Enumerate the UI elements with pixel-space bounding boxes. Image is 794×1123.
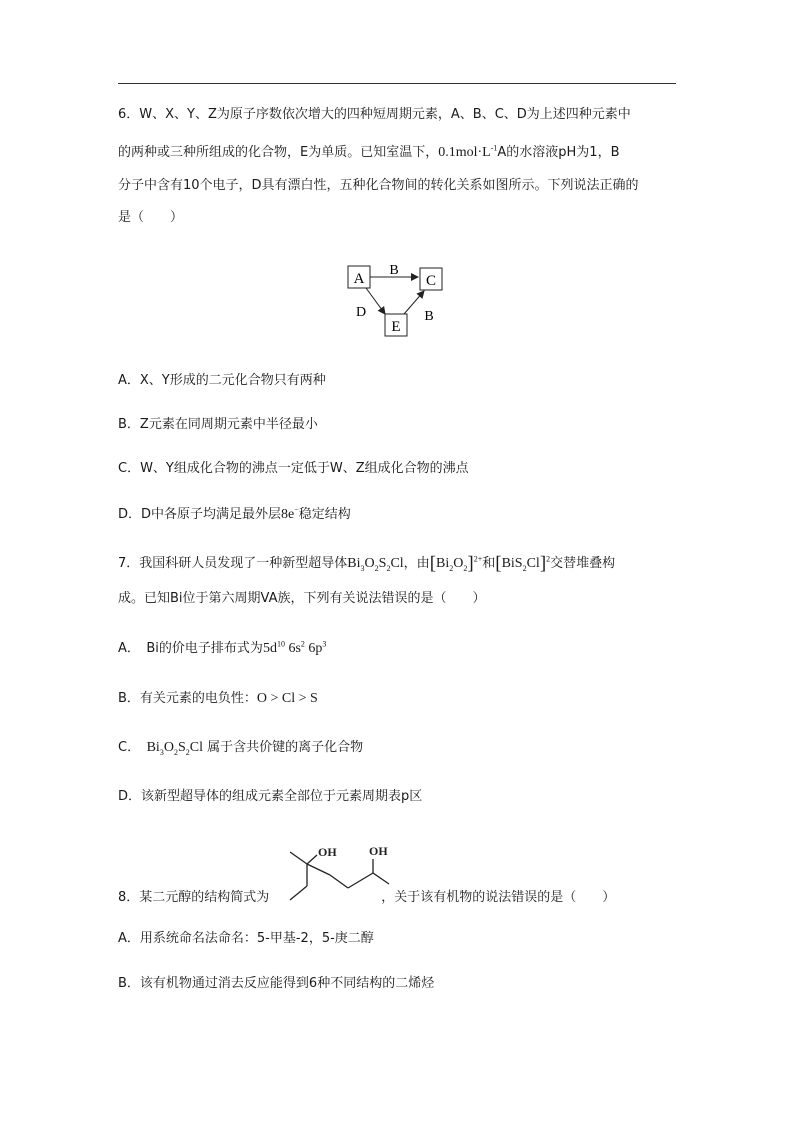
q7-stem-line-2: 成。已知Bi位于第六周期VA族，下列有关说法错误的是（ ） xyxy=(118,591,486,606)
q7-option-d: D．该新型超导体的组成元素全部位于元素周期表p区 xyxy=(118,789,423,804)
q6-option-d: D．D中各原子均满足最外层8e−稳定结构 xyxy=(118,505,351,522)
q6-option-b: B．Z元素在同周期元素中半径最小 xyxy=(118,417,318,432)
electron-config: $5d^{10}$ $6s^2$ $6p^3$ xyxy=(262,639,327,656)
q8-option-b: B．该有机物通过消去反应能得到6种不同结构的二烯烃 xyxy=(118,976,435,991)
arrow-e-to-c xyxy=(404,291,424,314)
oh-label-2: OH xyxy=(369,844,388,858)
electronegativity-order: O > Cl > S xyxy=(256,691,318,706)
q6-option-a: A．X、Y形成的二元化合物只有两种 xyxy=(118,373,326,388)
q6-stem-line-2: 的两种或三种所组成的化合物，E为单质。已知室温下，$0.1mol\cdot L^{-1}A$的水溶液pH为1，B xyxy=(118,143,620,160)
q6-option-c: C．W、Y组成化合物的沸点一定低于W、Z组成化合物的沸点 xyxy=(118,461,469,476)
q8-stem: 8．某二元醇的结构简式为 ，关于该有机物的说法错误的是（ ） xyxy=(118,890,616,905)
arrow-a-to-e xyxy=(366,288,385,314)
q6-stem-line-1: 6．W、X、Y、Z为原子序数依次增大的四种短周期元素，A、B、C、D为上述四种元素中 xyxy=(118,107,631,122)
q7-option-c: C． $Bi_3O_2S_2Cl$ 属于含共价键的离子化合物 xyxy=(118,740,364,757)
arrow-a-to-e-label: D xyxy=(355,305,367,320)
q7-option-b: B．有关元素的电负性：O > Cl > S xyxy=(118,691,318,706)
octet-text: 8e− xyxy=(281,505,299,522)
header-rule xyxy=(118,83,676,84)
q6-stem-line-3: 分子中含有10个电子，D具有漂白性，五种化合物间的转化关系如图所示。下列说法正确的 xyxy=(118,178,639,193)
q7-stem-line-1: 7．我国科研人员发现了一种新型超导体$Bi_3O_2S_2Cl$，由$[Bi_2O_2]^{2+}$和$[BiS_2Cl]^2$交替堆叠构 xyxy=(118,553,616,574)
box-e-label: E xyxy=(391,319,401,335)
formula-bi3o2s2cl: $Bi_3O_2S_2Cl$ xyxy=(347,556,404,573)
box-a-label: A xyxy=(353,271,365,287)
q6-stem-line-4: 是（ ） xyxy=(118,210,184,225)
formula-bi3o2s2cl-c: $Bi_3O_2S_2Cl$ xyxy=(146,740,203,757)
arrow-e-to-c-label: B xyxy=(424,309,434,324)
q8-option-a: A．用系统命名法命名：5-甲基-2，5-庚二醇 xyxy=(118,931,374,946)
arrow-a-to-c-label: B xyxy=(389,263,399,278)
ion-bi2o2: $[Bi_2O_2]^{2+}$ xyxy=(429,553,483,574)
box-c-label: C xyxy=(425,273,437,289)
q6-conversion-diagram xyxy=(340,256,450,344)
q7-option-a: A． Bi的价电子排布式为$5d^{10}$ $6s^2$ $6p^3$ xyxy=(118,639,327,656)
concentration-text: $0.1mol\cdot L^{-1}$ xyxy=(438,143,498,160)
ion-bis2cl: $[BiS_2Cl]^2$ xyxy=(495,553,551,574)
oh-label-1: OH xyxy=(318,845,337,859)
